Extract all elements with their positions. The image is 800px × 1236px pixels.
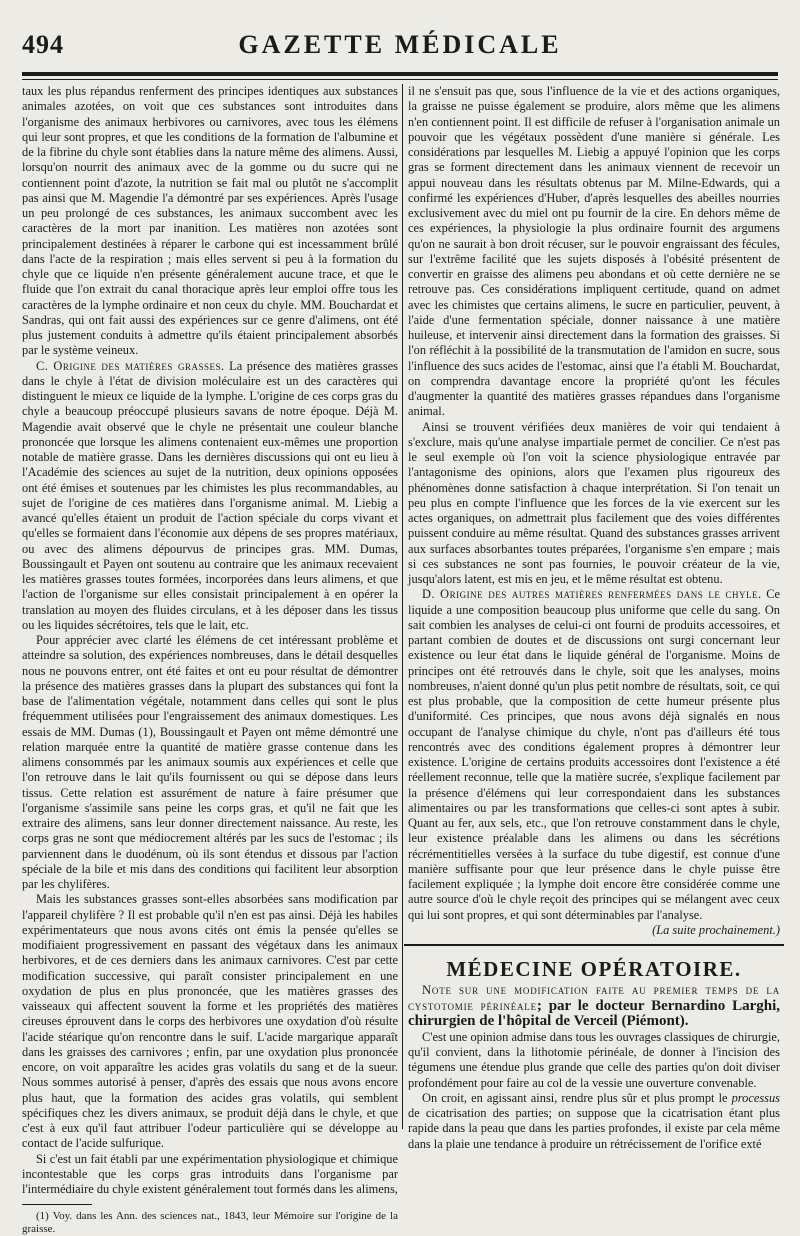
paragraph: Ainsi se trouvent vérifiées deux manières de voir qui tendaient à s'exclure, mais qu'une analyse impartiale permet de concilier. Ce n'est pas le seul exemple où l'on voit la science physiologique entravée par l'antagonisme des opinions, alors que l'examen plus rigoureux des phénomènes donne satisfaction à chaque interprétation. Si l'on tenait un peu plus en compte l'influence que les forces de la vie exercent sur les actes organiques, on admettrait plus facilement que des voies différentes puissent conduire au même résultat. Quand des substances grasses arrivent aux surfaces absorbantes toutes préparées, l'organisme s'en empare ; mais si ces substances ne sont pas fournies, le pouvoir créateur de la vie, jusqu'alors latent, est mis en jeu, et le même résultat est obtenu. — [408, 419, 780, 586]
footnote: (1) Voy. dans les Ann. des sciences nat., 1843, leur Mémoire sur l'origine de la graisse. — [22, 1210, 398, 1236]
page-number: 494 — [22, 30, 64, 59]
header-rule-thin — [22, 79, 778, 80]
section-heading: C. Origine des matières grasses. — [36, 358, 225, 373]
paragraph: il ne s'ensuit pas que, sous l'influence de la vie et des actions organiques, la graisse ne puisse également se produire, alors même que les alimens n'en contiennent point. Il est difficile de refuser à l'organisation animale un pouvoir que les végétaux possèdent d'une manière si générale. Les considérations par lesquelles M. Liebig a appuyé l'opinion que les corps gras se forment directement dans les animaux viennent de recevoir un appui nouveau dans les résultats obtenus par M. Milne-Edwards, qui a confirmé les expériences d'Huber, d'après lesquelles des abeilles nourries exclusivement avec du miel ont pu fournir de la cire. En dehors même de ces expériences, la physiologie la plus ordinaire fournit des argumens qu'on ne saurait à bon droit récuser, sur le pouvoir engraissant des fécules, sur l'extrême facilité que les sujets disposés à l'obésité présentent de convertir en graisse des alimens peu abondans et où cette dernière ne se retrouve pas. Ces considérations impliquent certitude, quand on admet avec les chimistes que certains alimens, le sucre en particulier, peuvent, à l'aide d'une fermentation spéciale, donner naissance à une matière huileuse, et intervenir ainsi directement dans la formation des graisses. Si l'on réfléchit à la possibilité de la transmutation de l'amidon en sucre, sous l'influence des sucs acides de l'estomac, ainsi que l'a établi M. Bouchardat, on comprendra davantage encore la propriété qu'ont les fécules d'augmenter la quantité des matières grasses répandues dans l'organisme animal. — [408, 84, 780, 419]
paragraph: C'est une opinion admise dans tous les ouvrages classiques de chirurgie, qu'il convient, dans la lithotomie périnéale, de donner à l'incision des tégumens une étendue plus grande que celle des parties qu'on doit diviser profondément pour faire au col de la vessie une ouverture convenable. — [408, 1029, 780, 1090]
column-divider — [402, 84, 403, 1129]
article-title-author: ; par le docteur Bernardino Larghi, chirurgien de l'hôpital de Verceil (Piémont). — [408, 997, 780, 1030]
page-header — [22, 30, 778, 70]
paragraph — [408, 1091, 780, 1152]
paragraph-text: La présence des matières grasses dans le chyle à l'état de division moléculaire est un des caractères qui distinguent le mieux ce liquide de la lymphe. L'origine de ces corps gras du chyle a beaucoup préoccupé plusieurs savans de notre époque. Déjà M. Magendie avait observé que le chyle ne présentait une couleur blanche prononcée que lorsque les alimens contenaient eux-mêmes une proportion notable de matière grasse. Dans les dernières discussions qui ont eu lieu à l'Académie des sciences au sujet de la nutrition, deux opinions opposées ont été émises et soutenues par les chimistes les plus recommandables, au sujet de l'origine de ces matières dans l'organisme animal. M. Liebig a avancé qu'elles étaient un produit de l'action spéciale du corps vivant et qu'elles se formaient dans l'économie aux dépens de ses propres matériaux, ou avec des alimens dépourvus de principes gras. MM. Dumas, Boussingault et Payen ont soutenu au contraire que les animaux recevaient les matières grasses toutes formées, incorporées dans leurs alimens, et que l'action de l'organisme sur elles consistait principalement à en opérer la translation au moyen des fluides circulans, et à les déposer dans les tissus ou les liquides sécrétoires, tels que le lait, etc. — [22, 358, 398, 632]
paragraph-text: de cicatrisation des parties; on suppose que la cicatrisation étant plus rapide dans la peau que dans les parties profondes, il existe par cela même dans la plaie une tendance à produire un rétrécissement de l'orifice exté — [408, 1106, 780, 1151]
article-title — [408, 983, 780, 1030]
paragraph-origine-autres-matieres — [408, 587, 780, 923]
section-title: MÉDECINE OPÉRATOIRE. — [446, 957, 742, 981]
paragraph-text: Ce liquide a une composition beaucoup plus uniforme que celle du sang. On sait combien les analyses de celui-ci ont fourni de produits accessoires, et partant combien de doutes et de discussions ont surgi concernant leur existence ou leur état dans le liquide général de l'organisme. Moins de principes ont été retrouvés dans le chyle, soit que les analyses, moins nombreuses, n'aient donné qu'un plus petit nombre de résultats, soit, ce qui est plus probable, que la composition de cette humeur présente plus d'uniformité. Ces principes, que nous avons déjà signalés en nous occupant de l'analyse chimique du chyle, n'ont pas d'ailleurs été tous rencontrés avec des conditions également propres à démontrer leur existence. L'origine de certains produits accessoires dont l'existence a été réellement reconnue, telle que la matière sucrée, s'explique facilement par la présence d'élémens qui leur correspondaient dans les substances alimentaires ou par les transformations que celles-ci sont aptes à subir. Quant au fer, aux sels, etc., que l'on retrouve constamment dans le chyle, leur existence préalable dans les alimens ou dans les sécrétions récrémentitielles versées à la surface du tube digestif, est connue d'une manière suffisante pour que leur présence dans le chyle puisse être facilement expliquée ; la lymphe doit encore être considérée comme une autre source d'où le chyle reçoit des principes qui se mélangent avec ceux qui lui sont propres, et qui sont déterminables par l'analyse. — [408, 587, 780, 922]
paragraph-origine-matieres-grasses — [22, 359, 398, 634]
right-column — [408, 84, 780, 1152]
paragraph-text: On croit, en agissant ainsi, rendre plus sûr et plus prompt le — [422, 1090, 732, 1105]
paragraph: Pour apprécier avec clarté les élémens de cet intéressant problème et atteindre sa solution, des expériences nombreuses, dans le détail desquelles nous ne pouvons entrer, ont été faites et ont eu pour résultat de démontrer la présence des matières grasses dans la plupart des substances qui font la base de l'alimentation végétale, notamment dans celles qui sont le plus fréquemment utilisées pour l'engraissement des animaux domestiques. Les essais de MM. Dumas (1), Boussingault et Payen ont même démontré une relation marquée entre la quantité de matière grasse contenue dans les alimens consommés par les animaux soumis aux expériences et celle que l'on retrouve dans le lait qu'ils fournissent ou qui se dépose dans leurs tissus. Cette relation est assurément de nature à faire présumer que l'organisme s'assimile sans peine les corps gras, et qu'il ne fait que les extraire des alimens, sans leur donner directement naissance. Au reste, les corps gras ne sont que médiocrement altérés par les sucs de l'estomac ; ils parviennent dans le duodénum, où ils sont étendus et dissous par l'action spéciale de la bile et mis dans des conditions qui facilitent leur absorption par les chylifères. — [22, 633, 398, 891]
italic-term: processus — [731, 1090, 780, 1105]
paragraph: taux les plus répandus renferment des principes identiques aux substances animales azotées, on voit que ces substances sont introduites dans l'organisme des animaux herbivores ou carnivores, avec tous les élémens qui leur sont propres, et que les conditions de la formation de l'albumine et de la fibrine du chyle sont établies dans la nature même des alimens. Aussi, lorsqu'on nourrit des animaux avec de la gomme ou du sucre qui ne contiennent point d'azote, la nutrition se fait mal ou plutôt ne s'accomplit pas ainsi que M. Magendie l'a démontré par ses expériences. Après l'usage un peu prolongé de ces substances, les animaux succombent avec les caractères de la mort par inanition. Les matières non azotées sont principalement destinées à réparer le carbone qui est incessamment brûlé dans l'acte de la respiration ; mais elles servent si peu à la formation du chyle que ce liquide n'en présente généralement aucune trace, et que le fluide que l'on extrait du canal thoracique après leur emploi offre tous les caractères de la lymphe ordinaire et non ceux du chyle. MM. Bouchardat et Sandras, qui ont fait aussi des expériences sur ce genre d'alimens, ont été plus justement conduits à admettre qu'ils étaient principalement absorbés par le système veineux. — [22, 84, 398, 358]
journal-title: GAZETTE MÉDICALE — [238, 30, 562, 59]
section-heading: D. Origine des autres matières renfermées dans le chyle. — [422, 587, 762, 602]
footnote-rule — [22, 1204, 92, 1205]
header-rule-thick — [22, 72, 778, 76]
left-column — [22, 84, 398, 1236]
paragraph: Si c'est un fait établi par une expérimentation physiologique et chimique incontestable que les corps gras introduits dans l'organisme par l'intermédiaire du chyle existent généralement tout formés dans les alimens, — [22, 1151, 398, 1196]
paragraph: Mais les substances grasses sont-elles absorbées sans modification par l'appareil chylifère ? Il est probable qu'il n'en est pas ainsi. Déjà les habiles expérimentateurs que nous avons cités ont émis la pensée qu'elles se modifiaient progressivement en passant des végétaux dans les animaux herbivores, et de ces derniers dans les animaux carnivores. C'est par cette modification successive, qui paraît consister principalement en une oxydation de plus en plus prononcée, que les matières grasses des vaisseaux qui affectent souvent la forme et les propriétés des matières cireuses éprouvent dans le corps des herbivores une oxydation d'où résulte l'acide stéarique qu'on rencontre dans le suif. L'acide margarique apparaît dans les graisses des carnivores ; enfin, par une oxydation plus prononcée encore, on voit apparaître les acides gras volatils du sang et de la sueur. Nous sommes autorisé à penser, d'après des essais que nous avons encore plus haut, que la formation des acides gras volatils, qui semblent spécifiques chez les divers animaux, se produit déjà dans le chyle, et que c'est à eux qu'il faut attribuer l'odeur particulière qui se développe au contact de l'acide sulfurique. — [22, 892, 398, 1151]
to-be-continued: (La suite prochainement.) — [652, 922, 780, 937]
section-separator — [404, 944, 784, 946]
article-title-lead: Note sur une modification faite au premier temps de la cystotomie périnéale — [408, 983, 780, 1013]
